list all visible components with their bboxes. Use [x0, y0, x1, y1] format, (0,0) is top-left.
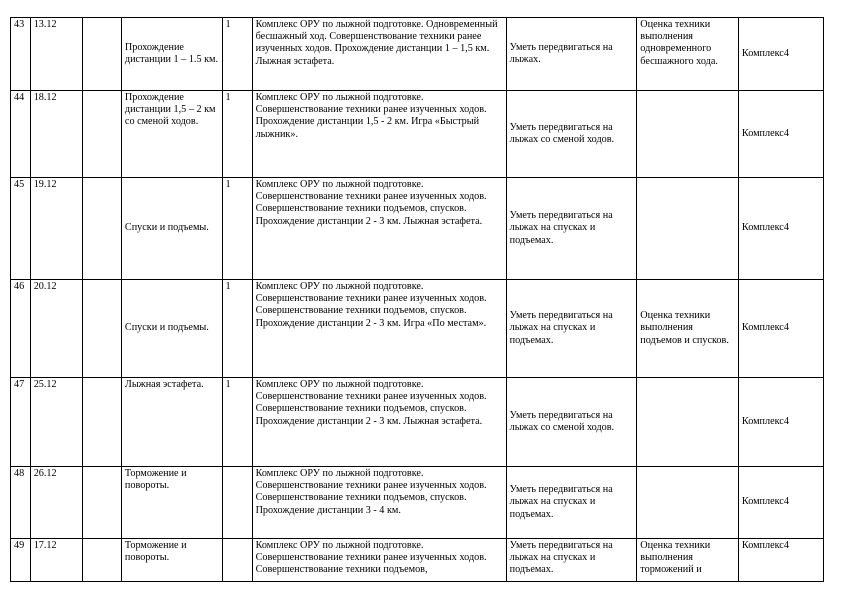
lesson-date: 20.12: [30, 280, 82, 378]
lesson-content: Комплекс ОРУ по лыжной подготовке. Совершенствование техники ранее изученных ходов. Совершенствование техники подъемов, спусков. Прохождение дистанции 3 - 4 км.: [252, 467, 506, 539]
lesson-hours: [222, 539, 252, 582]
lesson-control: [637, 91, 739, 178]
lesson-control: [637, 467, 739, 539]
empty-cell: [82, 378, 121, 467]
lesson-complex: Комплекс4: [738, 467, 823, 539]
lesson-number: 45: [11, 178, 31, 280]
lesson-hours: [222, 467, 252, 539]
table-row: [11, 280, 824, 378]
lesson-topic: Прохождение дистанции 1,5 – 2 км со сменой ходов.: [121, 91, 222, 178]
lesson-control: Оценка техники выполнения одновременного бесшажного хода.: [637, 18, 739, 91]
lesson-content: Комплекс ОРУ по лыжной подготовке. Совершенствование техники ранее изученных ходов. Совершенствование техники подъемов,: [252, 539, 506, 582]
lesson-number: 48: [11, 467, 31, 539]
table-row: [11, 18, 824, 91]
lesson-number: 44: [11, 91, 31, 178]
lesson-complex: Комплекс4: [738, 280, 823, 378]
lesson-hours: 1: [222, 280, 252, 378]
empty-cell: [82, 539, 121, 582]
lesson-complex: Комплекс4: [738, 18, 823, 91]
lesson-control: [637, 178, 739, 280]
table-row: [11, 467, 824, 539]
lesson-content: Комплекс ОРУ по лыжной подготовке. Совершенствование техники ранее изученных ходов. Совершенствование техники подъемов, спусков. Прохождение дистанции 2 - 3 км. Лыжная эстафета.: [252, 178, 506, 280]
lesson-topic: Торможение и повороты.: [121, 539, 222, 582]
lesson-complex: Комплекс4: [738, 378, 823, 467]
empty-cell: [82, 280, 121, 378]
lesson-topic: Прохождение дистанции 1 – 1.5 км.: [121, 18, 222, 91]
lesson-date: 17.12: [30, 539, 82, 582]
lesson-topic: Лыжная эстафета.: [121, 378, 222, 467]
lesson-content: Комплекс ОРУ по лыжной подготовке. Одновременный бесшажный ход. Совершенствование техники ранее изученных ходов. Прохождение дистанции 1 – 1,5 км. Лыжная эстафета.: [252, 18, 506, 91]
lesson-content: Комплекс ОРУ по лыжной подготовке. Совершенствование техники ранее изученных ходов. Совершенствование техники подъемов, спусков. Прохождение дистанции 2 - 3 км. Игра «По местам».: [252, 280, 506, 378]
lesson-hours: 1: [222, 178, 252, 280]
empty-cell: [82, 178, 121, 280]
lesson-hours: 1: [222, 18, 252, 91]
table-row: [11, 539, 824, 582]
lesson-date: 25.12: [30, 378, 82, 467]
lesson-skills: Уметь передвигаться на лыжах на спусках и подъемах.: [506, 280, 637, 378]
lesson-content: Комплекс ОРУ по лыжной подготовке. Совершенствование техники ранее изученных ходов. Совершенствование техники подъемов, спусков. Прохождение дистанции 2 - 3 км. Лыжная эстафета.: [252, 378, 506, 467]
lesson-topic: Спуски и подъемы.: [121, 280, 222, 378]
lesson-content: Комплекс ОРУ по лыжной подготовке. Совершенствование техники ранее изученных ходов. Прохождение дистанции 1,5 - 2 км. Игра «Быстрый лыжник».: [252, 91, 506, 178]
lesson-number: 47: [11, 378, 31, 467]
lesson-plan-table: [10, 17, 824, 582]
lesson-control: Оценка техники выполнения торможений и: [637, 539, 739, 582]
lesson-hours: 1: [222, 91, 252, 178]
lesson-number: 46: [11, 280, 31, 378]
lesson-date: 19.12: [30, 178, 82, 280]
lesson-hours: 1: [222, 378, 252, 467]
lesson-skills: Уметь передвигаться на лыжах на спусках и подъемах.: [506, 539, 637, 582]
empty-cell: [82, 91, 121, 178]
lesson-skills: Уметь передвигаться на лыжах со сменой ходов.: [506, 91, 637, 178]
table-row: [11, 91, 824, 178]
lesson-number: 43: [11, 18, 31, 91]
lesson-topic: Торможение и повороты.: [121, 467, 222, 539]
lesson-control: Оценка техники выполнения подъемов и спусков.: [637, 280, 739, 378]
lesson-complex: Комплекс4: [738, 178, 823, 280]
empty-cell: [82, 18, 121, 91]
lesson-skills: Уметь передвигаться на лыжах.: [506, 18, 637, 91]
lesson-control: [637, 378, 739, 467]
lesson-skills: Уметь передвигаться на лыжах на спусках и подъемах.: [506, 467, 637, 539]
empty-cell: [82, 467, 121, 539]
table-row: [11, 378, 824, 467]
lesson-skills: Уметь передвигаться на лыжах на спусках и подъемах.: [506, 178, 637, 280]
lesson-date: 18.12: [30, 91, 82, 178]
lesson-complex: Комплекс4: [738, 91, 823, 178]
lesson-number: 49: [11, 539, 31, 582]
lesson-date: 26.12: [30, 467, 82, 539]
table-row: [11, 178, 824, 280]
lesson-complex: Комплекс4: [738, 539, 823, 582]
lesson-skills: Уметь передвигаться на лыжах со сменой ходов.: [506, 378, 637, 467]
lesson-date: 13.12: [30, 18, 82, 91]
lesson-topic: Спуски и подъемы.: [121, 178, 222, 280]
